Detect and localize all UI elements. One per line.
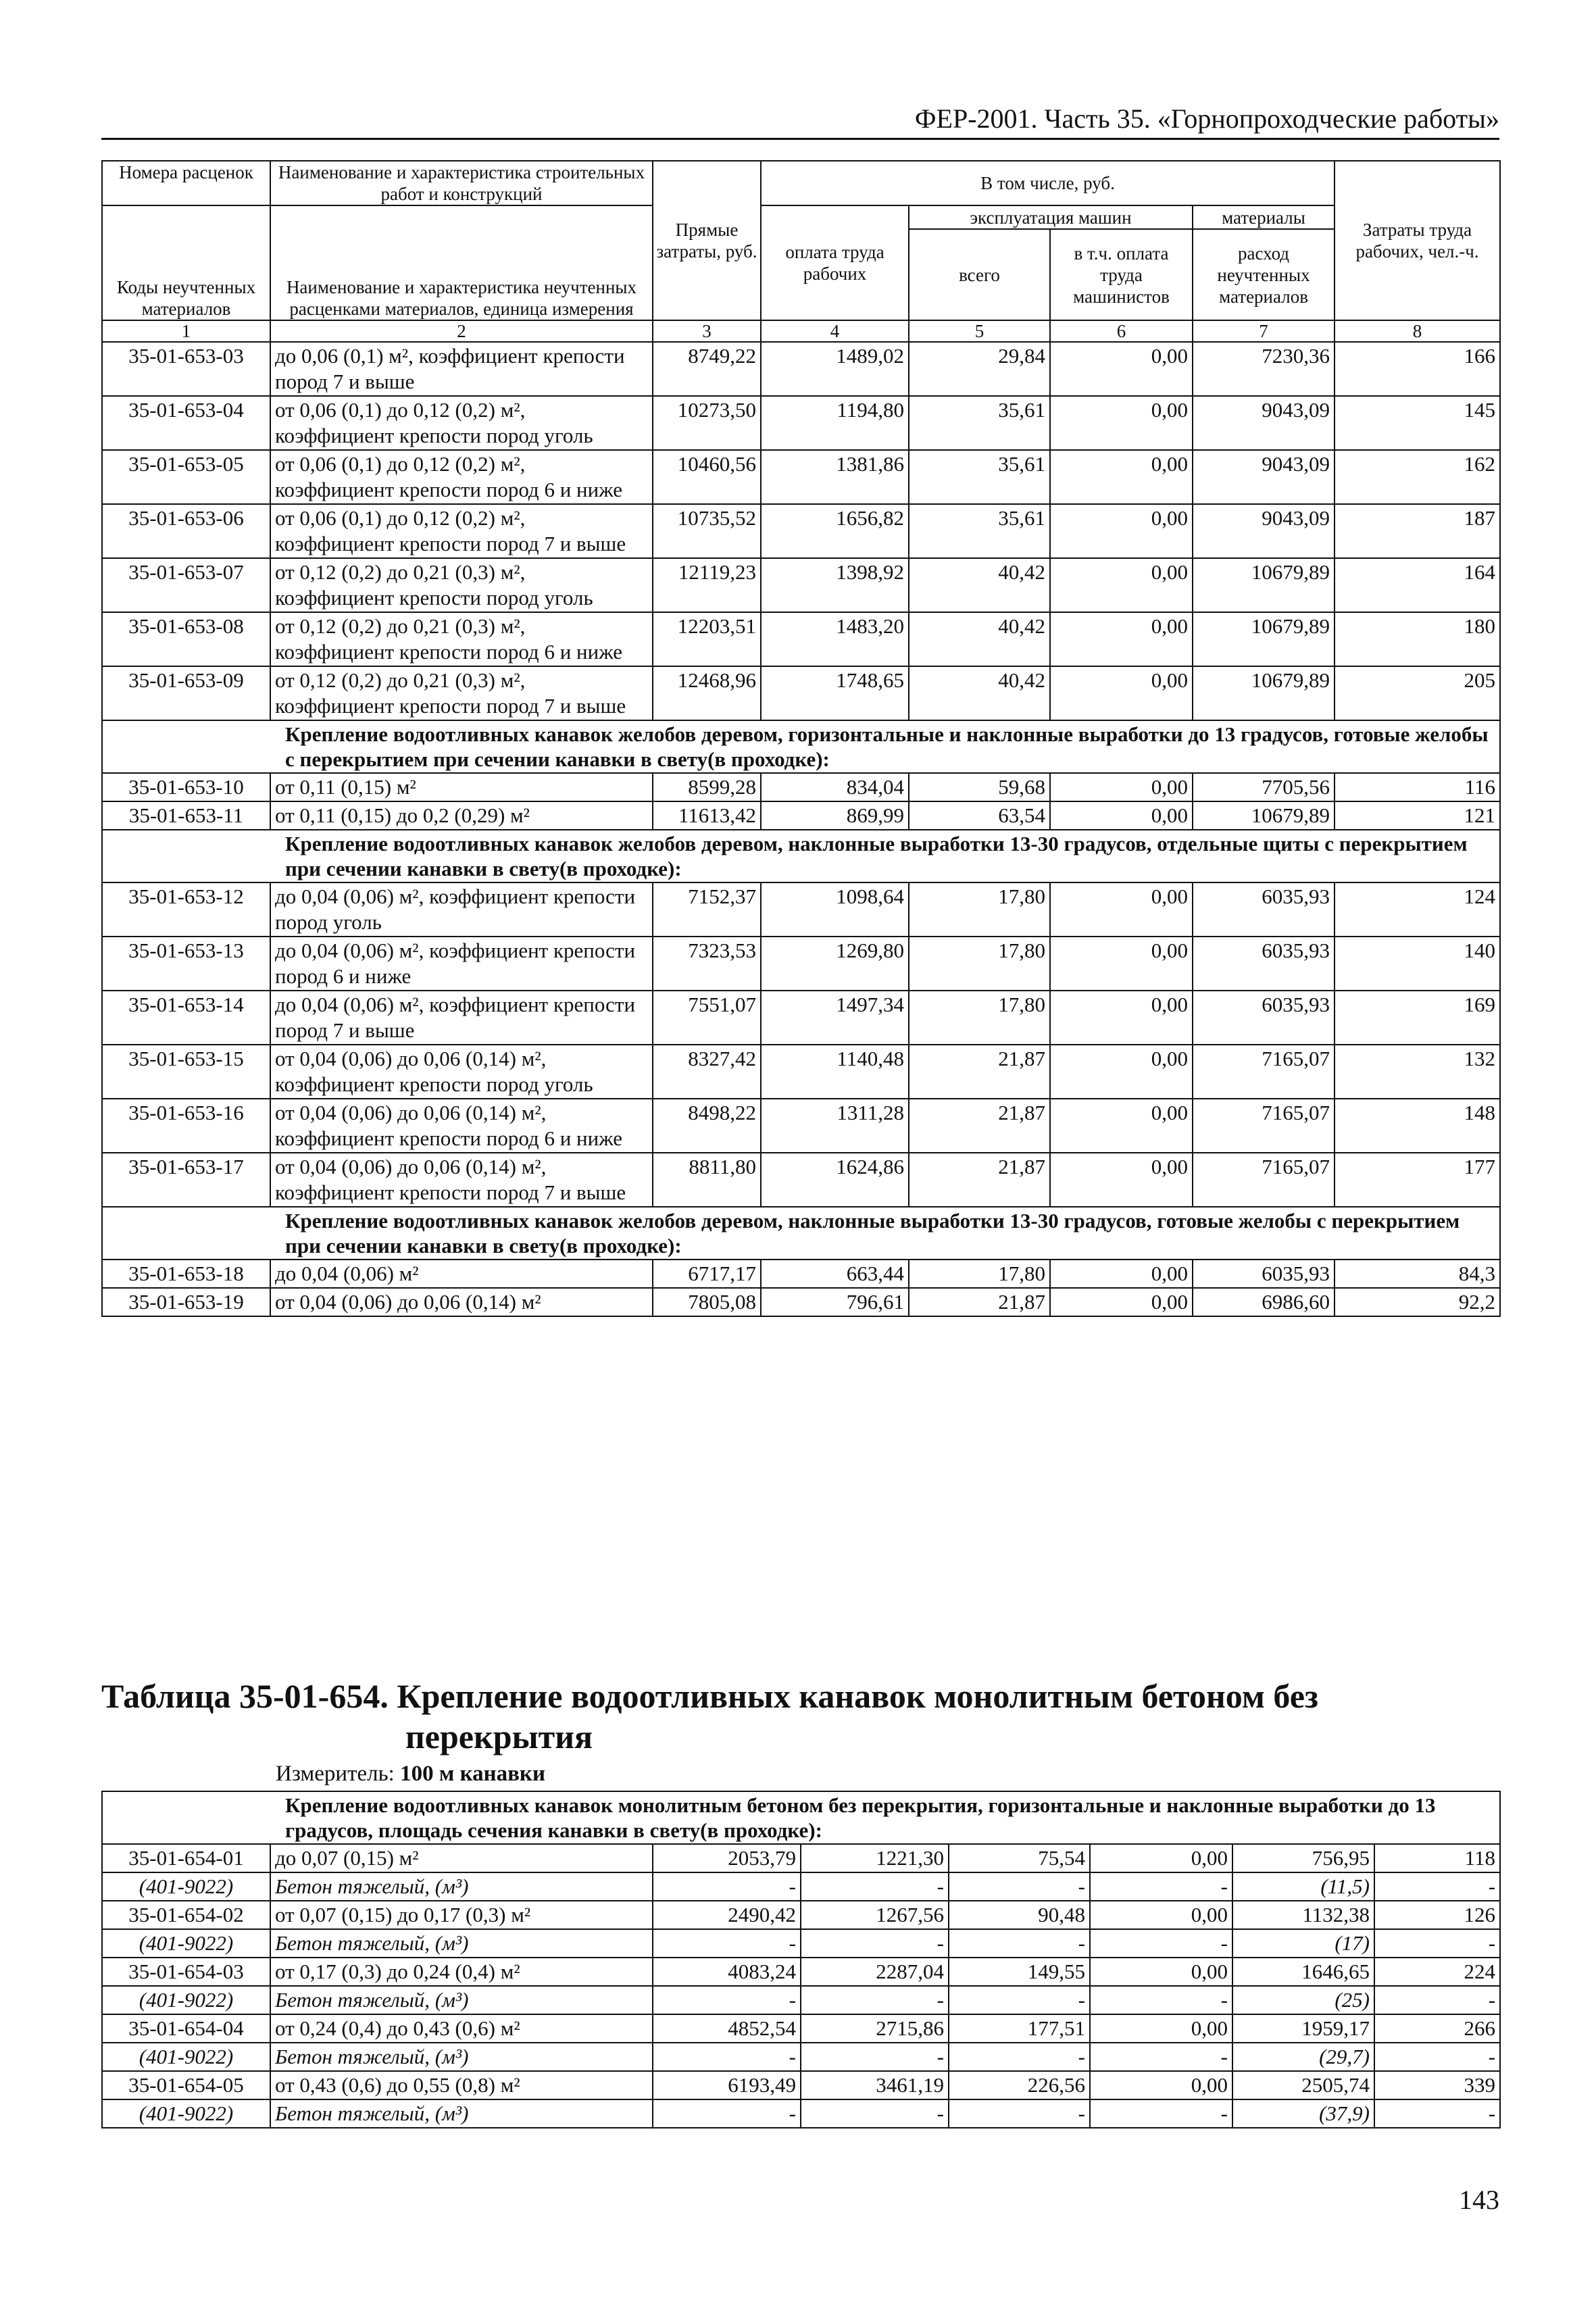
- machine-cost: 17,80: [909, 937, 1050, 991]
- table-row: [102, 396, 1500, 450]
- work-description: до 0,04 (0,06) м², коэффициент крепости пород 7 и выше: [270, 991, 653, 1045]
- machinist-pay: 0,00: [1050, 504, 1193, 558]
- machinist-pay: 0,00: [1090, 2071, 1232, 2099]
- machine-cost: 17,80: [909, 991, 1050, 1045]
- table-row: [102, 1260, 1500, 1288]
- header-work-name: Наименование и характеристика строительных работ и конструкций: [270, 161, 653, 205]
- labor-pay: 1194,80: [761, 396, 909, 450]
- material-cost: 6035,93: [1193, 937, 1335, 991]
- section-heading: Крепление водоотливных канавок желобов деревом, наклонные выработки 13-30 градусов, отдельные щиты с перекрытием при сечении канавки в свету(в проходке):: [102, 830, 1500, 882]
- material-cost: 9043,09: [1193, 504, 1335, 558]
- material-name: Бетон тяжелый, (м³): [270, 1986, 653, 2014]
- rate-code: 35-01-653-18: [102, 1260, 270, 1288]
- labor-pay: 1267,56: [801, 1901, 949, 1929]
- section-heading: Крепление водоотливных канавок желобов деревом, горизонтальные и наклонные выработки до 13 градусов, готовые желобы с перекрытием при сечении канавки в свету(в проходке):: [102, 720, 1500, 773]
- material-cost: 6035,93: [1193, 882, 1335, 937]
- hours-dash: -: [1374, 1986, 1500, 2014]
- rate-code: 35-01-653-11: [102, 801, 270, 830]
- labor-pay: 1221,30: [801, 1844, 949, 1872]
- direct-cost: 8498,22: [653, 1099, 761, 1153]
- rate-code: 35-01-653-14: [102, 991, 270, 1045]
- material-cost: 10679,89: [1193, 801, 1335, 830]
- section-row: [102, 1791, 1500, 1844]
- work-description: от 0,12 (0,2) до 0,21 (0,3) м², коэффициент крепости пород уголь: [270, 558, 653, 612]
- section-row: [102, 720, 1500, 773]
- material-cost: 7165,07: [1193, 1153, 1335, 1207]
- table-row: [102, 1901, 1500, 1929]
- labor-pay: 663,44: [761, 1260, 909, 1288]
- rate-code: 35-01-654-02: [102, 1901, 270, 1929]
- direct-cost: 7152,37: [653, 882, 761, 937]
- material-cost: 10679,89: [1193, 666, 1335, 720]
- labor-pay: 1624,86: [761, 1153, 909, 1207]
- direct-cost: 4852,54: [653, 2014, 801, 2043]
- material-name: Бетон тяжелый, (м³): [270, 2043, 653, 2071]
- material-cost: 1646,65: [1232, 1958, 1374, 1986]
- direct-cost: 2490,42: [653, 1901, 801, 1929]
- direct-cost: 10460,56: [653, 450, 761, 504]
- work-description: от 0,12 (0,2) до 0,21 (0,3) м², коэффициент крепости пород 6 и ниже: [270, 612, 653, 666]
- machinist-pay: 0,00: [1050, 666, 1193, 720]
- labor-pay: 869,99: [761, 801, 909, 830]
- material-row: [102, 2099, 1500, 2128]
- machine-cost: 21,87: [909, 1099, 1050, 1153]
- material-quantity: (29,7): [1232, 2043, 1374, 2071]
- header-unaccounted-materials: расход неучтенных материалов: [1193, 229, 1335, 320]
- labor-pay: 834,04: [761, 773, 909, 801]
- labor-hours: 84,3: [1335, 1260, 1500, 1288]
- machinist-pay: 0,00: [1050, 1153, 1193, 1207]
- rate-code: 35-01-653-19: [102, 1288, 270, 1316]
- labor-hours: 92,2: [1335, 1288, 1500, 1316]
- rates-table-654: [101, 1791, 1501, 2129]
- material-cost: 7165,07: [1193, 1099, 1335, 1153]
- header-machinist-pay: в т.ч. оплата труда машинистов: [1050, 229, 1193, 320]
- direct-cost: 10273,50: [653, 396, 761, 450]
- direct-dash: -: [653, 1986, 801, 2014]
- table-row: [102, 450, 1500, 504]
- machine-cost: 149,55: [949, 1958, 1090, 1986]
- work-description: от 0,04 (0,06) до 0,06 (0,14) м², коэффициент крепости пород уголь: [270, 1045, 653, 1099]
- work-description: от 0,11 (0,15) м²: [270, 773, 653, 801]
- direct-cost: 8599,28: [653, 773, 761, 801]
- machine-cost: 21,87: [909, 1288, 1050, 1316]
- direct-dash: -: [653, 1929, 801, 1958]
- labor-dash: -: [801, 2099, 949, 2128]
- material-cost: 2505,74: [1232, 2071, 1374, 2099]
- table-row: [102, 773, 1500, 801]
- work-description: до 0,04 (0,06) м², коэффициент крепости пород уголь: [270, 882, 653, 937]
- section-row: [102, 830, 1500, 882]
- work-description: от 0,43 (0,6) до 0,55 (0,8) м²: [270, 2071, 653, 2099]
- labor-hours: 266: [1374, 2014, 1500, 2043]
- direct-cost: 7323,53: [653, 937, 761, 991]
- material-cost: 10679,89: [1193, 612, 1335, 666]
- machinist-pay: 0,00: [1050, 1260, 1193, 1288]
- machine-cost: 177,51: [949, 2014, 1090, 2043]
- machine-cost: 40,42: [909, 612, 1050, 666]
- machine-dash: -: [949, 2043, 1090, 2071]
- direct-cost: 6717,17: [653, 1260, 761, 1288]
- direct-cost: 8327,42: [653, 1045, 761, 1099]
- machine-cost: 226,56: [949, 2071, 1090, 2099]
- table-title-line: Таблица 35-01-654. Крепление водоотливных канавок монолитным бетоном без: [101, 1677, 1319, 1715]
- rate-code: 35-01-653-05: [102, 450, 270, 504]
- machine-cost: 35,61: [909, 396, 1050, 450]
- table-row: [102, 666, 1500, 720]
- work-description: от 0,06 (0,1) до 0,12 (0,2) м², коэффициент крепости пород уголь: [270, 396, 653, 450]
- material-cost: 7165,07: [1193, 1045, 1335, 1099]
- machinist-dash: -: [1090, 2043, 1232, 2071]
- machine-cost: 90,48: [949, 1901, 1090, 1929]
- material-quantity: (17): [1232, 1929, 1374, 1958]
- labor-pay: 3461,19: [801, 2071, 949, 2099]
- work-description: от 0,04 (0,06) до 0,06 (0,14) м², коэффициент крепости пород 6 и ниже: [270, 1099, 653, 1153]
- labor-hours: 180: [1335, 612, 1500, 666]
- table-row: [102, 1045, 1500, 1099]
- labor-pay: 1140,48: [761, 1045, 909, 1099]
- material-cost: 756,95: [1232, 1844, 1374, 1872]
- direct-cost: 8811,80: [653, 1153, 761, 1207]
- direct-cost: 11613,42: [653, 801, 761, 830]
- table-row: [102, 2014, 1500, 2043]
- work-description: от 0,11 (0,15) до 0,2 (0,29) м²: [270, 801, 653, 830]
- labor-hours: 164: [1335, 558, 1500, 612]
- page-number: 143: [1459, 2185, 1499, 2215]
- material-code: (401-9022): [102, 1872, 270, 1901]
- table-row: [102, 1099, 1500, 1153]
- labor-pay: 1748,65: [761, 666, 909, 720]
- column-number: 2: [270, 320, 653, 342]
- machinist-pay: 0,00: [1050, 801, 1193, 830]
- table-row: [102, 612, 1500, 666]
- labor-dash: -: [801, 1872, 949, 1901]
- work-description: от 0,04 (0,06) до 0,06 (0,14) м²: [270, 1288, 653, 1316]
- material-quantity: (25): [1232, 1986, 1374, 2014]
- material-code: (401-9022): [102, 1986, 270, 2014]
- direct-cost: 10735,52: [653, 504, 761, 558]
- machinist-pay: 0,00: [1050, 450, 1193, 504]
- machinist-pay: 0,00: [1050, 396, 1193, 450]
- labor-pay: 1398,92: [761, 558, 909, 612]
- machinist-dash: -: [1090, 2099, 1232, 2128]
- labor-hours: 224: [1374, 1958, 1500, 1986]
- direct-dash: -: [653, 2099, 801, 2128]
- machinist-pay: 0,00: [1050, 558, 1193, 612]
- table-title-line: перекрытия: [405, 1718, 593, 1756]
- table-row: [102, 2071, 1500, 2099]
- direct-dash: -: [653, 1872, 801, 1901]
- labor-pay: 1269,80: [761, 937, 909, 991]
- rate-code: 35-01-653-09: [102, 666, 270, 720]
- labor-hours: 118: [1374, 1844, 1500, 1872]
- material-quantity: (11,5): [1232, 1872, 1374, 1901]
- machine-cost: 21,87: [909, 1045, 1050, 1099]
- rate-code: 35-01-654-04: [102, 2014, 270, 2043]
- header-materials: материалы: [1193, 205, 1335, 229]
- machinist-pay: 0,00: [1050, 1045, 1193, 1099]
- work-description: до 0,04 (0,06) м²: [270, 1260, 653, 1288]
- direct-dash: -: [653, 2043, 801, 2071]
- column-number: 4: [761, 320, 909, 342]
- labor-hours: 177: [1335, 1153, 1500, 1207]
- material-cost: 10679,89: [1193, 558, 1335, 612]
- column-number: 5: [909, 320, 1050, 342]
- rate-code: 35-01-654-01: [102, 1844, 270, 1872]
- material-cost: 9043,09: [1193, 450, 1335, 504]
- machinist-pay: 0,00: [1050, 342, 1193, 396]
- machinist-pay: 0,00: [1050, 612, 1193, 666]
- hours-dash: -: [1374, 1872, 1500, 1901]
- material-code: (401-9022): [102, 2099, 270, 2128]
- machinist-pay: 0,00: [1050, 773, 1193, 801]
- labor-hours: 121: [1335, 801, 1500, 830]
- rate-code: 35-01-653-15: [102, 1045, 270, 1099]
- header-direct-costs: Прямые затраты, руб.: [653, 161, 761, 320]
- machinist-pay: 0,00: [1050, 1288, 1193, 1316]
- labor-hours: 124: [1335, 882, 1500, 937]
- direct-cost: 8749,22: [653, 342, 761, 396]
- machinist-pay: 0,00: [1090, 1844, 1232, 1872]
- labor-pay: 1489,02: [761, 342, 909, 396]
- labor-pay: 1656,82: [761, 504, 909, 558]
- direct-cost: 7805,08: [653, 1288, 761, 1316]
- labor-hours: 169: [1335, 991, 1500, 1045]
- material-cost: 7230,36: [1193, 342, 1335, 396]
- rate-code: 35-01-653-17: [102, 1153, 270, 1207]
- column-number: 6: [1050, 320, 1193, 342]
- material-code: (401-9022): [102, 1929, 270, 1958]
- machine-cost: 35,61: [909, 504, 1050, 558]
- direct-cost: 4083,24: [653, 1958, 801, 1986]
- labor-hours: 116: [1335, 773, 1500, 801]
- machinist-dash: -: [1090, 1986, 1232, 2014]
- material-row: [102, 1986, 1500, 2014]
- labor-pay: 1381,86: [761, 450, 909, 504]
- header-machines-total: всего: [909, 229, 1050, 320]
- machinist-dash: -: [1090, 1872, 1232, 1901]
- rate-code: 35-01-654-05: [102, 2071, 270, 2099]
- header-material-name: Наименование и характеристика неучтенных расценками материалов, единица измерения: [270, 205, 653, 320]
- machinist-pay: 0,00: [1050, 937, 1193, 991]
- material-cost: 6035,93: [1193, 991, 1335, 1045]
- machine-cost: 29,84: [909, 342, 1050, 396]
- rate-code: 35-01-654-03: [102, 1958, 270, 1986]
- machinist-pay: 0,00: [1050, 991, 1193, 1045]
- table-row: [102, 882, 1500, 937]
- labor-hours: 148: [1335, 1099, 1500, 1153]
- labor-pay: 2715,86: [801, 2014, 949, 2043]
- labor-pay: 796,61: [761, 1288, 909, 1316]
- header-material-codes: Коды неучтенных материалов: [102, 205, 270, 320]
- machine-dash: -: [949, 1986, 1090, 2014]
- rate-code: 35-01-653-06: [102, 504, 270, 558]
- material-cost: 1959,17: [1232, 2014, 1374, 2043]
- material-cost: 6035,93: [1193, 1260, 1335, 1288]
- hours-dash: -: [1374, 2043, 1500, 2071]
- labor-hours: 132: [1335, 1045, 1500, 1099]
- header-including: В том числе, руб.: [761, 161, 1335, 205]
- rate-code: 35-01-653-12: [102, 882, 270, 937]
- material-code: (401-9022): [102, 2043, 270, 2071]
- work-description: от 0,06 (0,1) до 0,12 (0,2) м², коэффициент крепости пород 7 и выше: [270, 504, 653, 558]
- labor-dash: -: [801, 1986, 949, 2014]
- rate-code: 35-01-653-03: [102, 342, 270, 396]
- machinist-pay: 0,00: [1090, 2014, 1232, 2043]
- labor-dash: -: [801, 2043, 949, 2071]
- table-row: [102, 937, 1500, 991]
- table-row: [102, 1958, 1500, 1986]
- labor-pay: 1483,20: [761, 612, 909, 666]
- work-description: от 0,17 (0,3) до 0,24 (0,4) м²: [270, 1958, 653, 1986]
- work-description: от 0,07 (0,15) до 0,17 (0,3) м²: [270, 1901, 653, 1929]
- material-name: Бетон тяжелый, (м³): [270, 2099, 653, 2128]
- machine-cost: 17,80: [909, 1260, 1050, 1288]
- machine-dash: -: [949, 2099, 1090, 2128]
- work-description: от 0,24 (0,4) до 0,43 (0,6) м²: [270, 2014, 653, 2043]
- material-name: Бетон тяжелый, (м³): [270, 1929, 653, 1958]
- machinist-pay: 0,00: [1090, 1901, 1232, 1929]
- machinist-pay: 0,00: [1090, 1958, 1232, 1986]
- table-title: [101, 1676, 1499, 1757]
- machine-cost: 40,42: [909, 558, 1050, 612]
- running-header: ФЕР-2001. Часть 35. «Горнопроходческие работы»: [101, 101, 1499, 140]
- labor-pay: 1098,64: [761, 882, 909, 937]
- labor-hours: 187: [1335, 504, 1500, 558]
- section-row: [102, 1207, 1500, 1260]
- machine-cost: 59,68: [909, 773, 1050, 801]
- labor-hours: 126: [1374, 1901, 1500, 1929]
- column-number: 7: [1193, 320, 1335, 342]
- machine-cost: 21,87: [909, 1153, 1050, 1207]
- table-row: [102, 558, 1500, 612]
- machine-dash: -: [949, 1872, 1090, 1901]
- measure-label: Измеритель:: [276, 1762, 395, 1786]
- labor-hours: 162: [1335, 450, 1500, 504]
- work-description: до 0,07 (0,15) м²: [270, 1844, 653, 1872]
- header-labor-pay: оплата труда рабочих: [761, 205, 909, 320]
- rate-code: 35-01-653-16: [102, 1099, 270, 1153]
- labor-hours: 205: [1335, 666, 1500, 720]
- machinist-pay: 0,00: [1050, 882, 1193, 937]
- work-description: до 0,04 (0,06) м², коэффициент крепости пород 6 и ниже: [270, 937, 653, 991]
- rate-code: 35-01-653-08: [102, 612, 270, 666]
- header-machines: эксплуатация машин: [909, 205, 1193, 229]
- machine-cost: 17,80: [909, 882, 1050, 937]
- material-cost: 1132,38: [1232, 1901, 1374, 1929]
- labor-dash: -: [801, 1929, 949, 1958]
- measure-value: 100 м канавки: [400, 1762, 545, 1786]
- rate-code: 35-01-653-07: [102, 558, 270, 612]
- machinist-pay: 0,00: [1050, 1099, 1193, 1153]
- labor-hours: 166: [1335, 342, 1500, 396]
- work-description: от 0,12 (0,2) до 0,21 (0,3) м², коэффициент крепости пород 7 и выше: [270, 666, 653, 720]
- column-number: 1: [102, 320, 270, 342]
- hours-dash: -: [1374, 1929, 1500, 1958]
- table-row: [102, 991, 1500, 1045]
- direct-cost: 2053,79: [653, 1844, 801, 1872]
- material-cost: 7705,56: [1193, 773, 1335, 801]
- header-rate-numbers: Номера расценок: [102, 161, 270, 205]
- rate-code: 35-01-653-10: [102, 773, 270, 801]
- table-row: [102, 1288, 1500, 1316]
- measure-unit: [276, 1760, 545, 1787]
- table-row: [102, 1844, 1500, 1872]
- direct-cost: 7551,07: [653, 991, 761, 1045]
- material-cost: 6986,60: [1193, 1288, 1335, 1316]
- section-heading: Крепление водоотливных канавок желобов деревом, наклонные выработки 13-30 градусов, готовые желобы с перекрытием при сечении канавки в свету(в проходке):: [102, 1207, 1500, 1260]
- labor-pay: 2287,04: [801, 1958, 949, 1986]
- direct-cost: 6193,49: [653, 2071, 801, 2099]
- direct-cost: 12119,23: [653, 558, 761, 612]
- labor-hours: 145: [1335, 396, 1500, 450]
- machine-cost: 35,61: [909, 450, 1050, 504]
- labor-pay: 1497,34: [761, 991, 909, 1045]
- material-name: Бетон тяжелый, (м³): [270, 1872, 653, 1901]
- work-description: до 0,06 (0,1) м², коэффициент крепости пород 7 и выше: [270, 342, 653, 396]
- labor-hours: 140: [1335, 937, 1500, 991]
- table-row: [102, 342, 1500, 396]
- material-quantity: (37,9): [1232, 2099, 1374, 2128]
- table-row: [102, 801, 1500, 830]
- header-labor-hours: Затраты труда рабочих, чел.-ч.: [1335, 161, 1500, 320]
- material-cost: 9043,09: [1193, 396, 1335, 450]
- work-description: от 0,04 (0,06) до 0,06 (0,14) м², коэффициент крепости пород 7 и выше: [270, 1153, 653, 1207]
- hours-dash: -: [1374, 2099, 1500, 2128]
- machine-dash: -: [949, 1929, 1090, 1958]
- material-row: [102, 2043, 1500, 2071]
- table-row: [102, 504, 1500, 558]
- labor-pay: 1311,28: [761, 1099, 909, 1153]
- machine-cost: 75,54: [949, 1844, 1090, 1872]
- material-row: [102, 1929, 1500, 1958]
- work-description: от 0,06 (0,1) до 0,12 (0,2) м², коэффициент крепости пород 6 и ниже: [270, 450, 653, 504]
- rate-code: 35-01-653-04: [102, 396, 270, 450]
- section-heading: Крепление водоотливных канавок монолитным бетоном без перекрытия, горизонтальные и наклонные выработки до 13 градусов, площадь сечения канавки в свету(в проходке):: [102, 1791, 1500, 1844]
- machine-cost: 63,54: [909, 801, 1050, 830]
- machinist-dash: -: [1090, 1929, 1232, 1958]
- rates-table-653: [101, 160, 1501, 1317]
- direct-cost: 12203,51: [653, 612, 761, 666]
- table-row: [102, 1153, 1500, 1207]
- labor-hours: 339: [1374, 2071, 1500, 2099]
- rate-code: 35-01-653-13: [102, 937, 270, 991]
- direct-cost: 12468,96: [653, 666, 761, 720]
- material-row: [102, 1872, 1500, 1901]
- column-number: 8: [1335, 320, 1500, 342]
- column-number: 3: [653, 320, 761, 342]
- machine-cost: 40,42: [909, 666, 1050, 720]
